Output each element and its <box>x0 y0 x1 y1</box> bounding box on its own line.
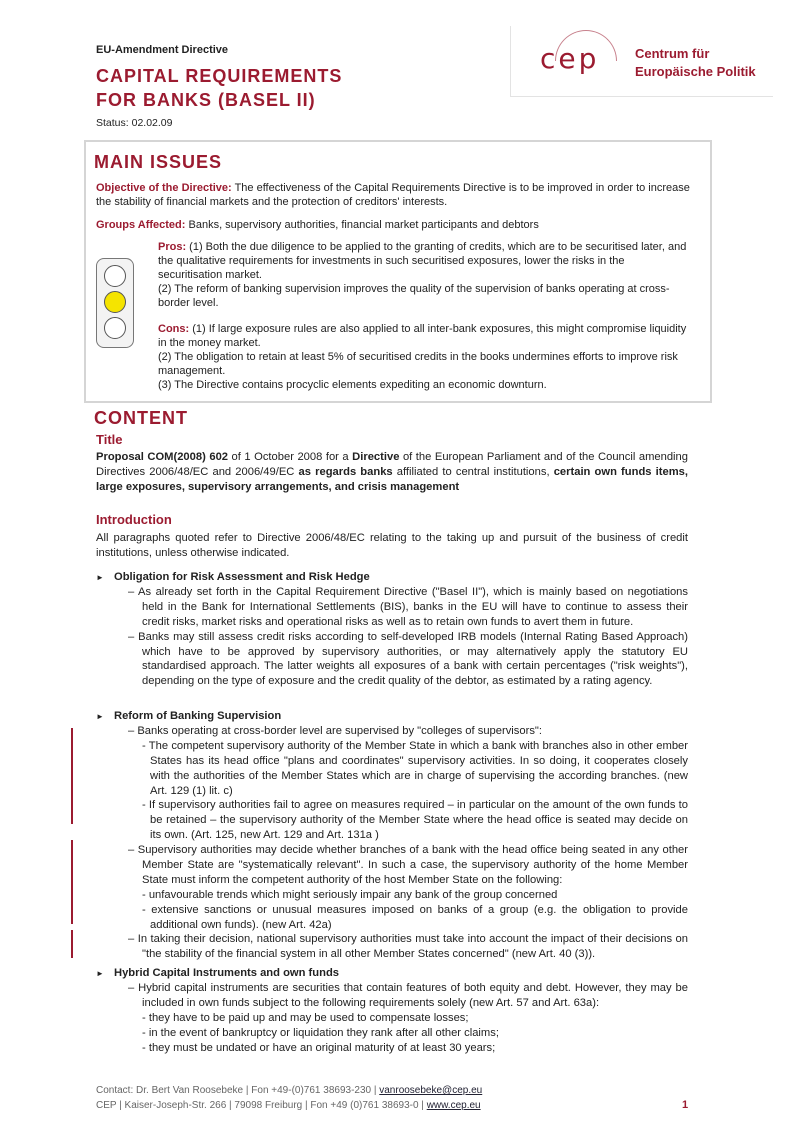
pros-block <box>158 240 690 310</box>
footer-address <box>96 1099 481 1112</box>
title-text-3: affiliated to central institutions, <box>392 465 554 478</box>
section-risk-assessment-title <box>96 570 370 585</box>
objective-label: Objective of the Directive: <box>96 182 232 194</box>
groups-affected-paragraph <box>96 218 696 232</box>
list-item: – Banks may still assess credit risks according to self-developed IRB models (Internal Rating Based Approach) which have to be approved by supervisory authorities, or may alternatively apply the statutory EU standardised approach. The latter weights all exposures of a bank with certain percentages ("risk weights"), depending on the type of exposure and the credit quality of the debtor, as estimated by a rating agency. <box>128 630 688 688</box>
section-title-text: Hybrid Capital Instruments and own funds <box>114 967 340 979</box>
section-title-text: Obligation for Risk Assessment and Risk Hedge <box>114 571 370 583</box>
document-title-line1: CAPITAL REQUIREMENTS <box>96 66 343 86</box>
list-subitem: - The competent supervisory authority of the Member State in which a bank with branches also in other ember States has its head office "plans and coordinates" supervisory activities. In so doing, it cooperates closely with the authorities of the Member States which are in charge of supervising the according branches. (new Art. 129 (1) lit. c) <box>142 739 688 797</box>
list-subitem: - in the event of bankruptcy or liquidation they rank after all other claims; <box>142 1026 499 1039</box>
bullet-arrow-icon: ► <box>96 573 104 582</box>
list-item: – Banks operating at cross-border level are supervised by "colleges of supervisors": <box>128 725 543 737</box>
list-item: – In taking their decision, national supervisory authorities must take into account the impact of their decisions on "the stability of the financial system in all other Member States concerned" (new Art. 40 (3)). <box>128 933 688 961</box>
bullet-arrow-icon: ► <box>96 969 104 978</box>
objective-text: The effectiveness of the Capital Requirements Directive is to be improved in order to increase the stability of financial markets and the protection of creditors' interests. <box>96 182 690 208</box>
proposal-ref: Proposal COM(2008) 602 <box>96 451 229 463</box>
content-heading: CONTENT <box>94 408 188 428</box>
contact-email-link[interactable]: vanroosebeke@cep.eu <box>379 1085 483 1096</box>
logo-text-line1: Centrum für <box>635 46 710 61</box>
cons-item-1: (1) If large exposure rules are also applied to all inter-bank exposures, this might compromise liquidity in the money market. <box>158 323 687 349</box>
website-link[interactable]: www.cep.eu <box>426 1100 481 1111</box>
footer-address-text: CEP | Kaiser-Joseph-Str. 266 | 79098 Freiburg | Fon +49 (0)761 38693-0 | <box>96 1100 427 1111</box>
traffic-light-lamp-bottom <box>104 317 126 339</box>
logo-wordmark: cep <box>540 42 600 75</box>
traffic-light-icon <box>96 258 134 348</box>
cons-label: Cons: <box>158 323 190 335</box>
pros-item-1: (1) Both the due diligence to be applied to the granting of credits, which are to be securitised later, and the qualitative requirements for investments in such securitised exposures, lower the risks in the securitisation market. <box>158 241 687 281</box>
list-item: – As already set forth in the Capital Requirement Directive ("Basel II"), which is mainly based on negotiations held in the Bank for International Settlements (BIS), banks in the EU will have to continue to assess their credit risks, market risks and operational risks as well as to retain own funds to avert them in future. <box>128 586 688 628</box>
title-directive: Directive <box>352 451 400 463</box>
logo-text-line2: Europäische Politik <box>635 64 756 79</box>
groups-text: Banks, supervisory authorities, financial market participants and debtors <box>185 219 539 231</box>
traffic-light-lamp-top <box>104 265 126 287</box>
title-banks: as regards banks <box>298 465 393 478</box>
change-marker-bar <box>71 930 73 958</box>
pros-item-2: (2) The reform of banking supervision improves the quality of the supervision of banks operating at cross-border level. <box>158 283 670 309</box>
status-date: Status: 02.02.09 <box>96 117 173 129</box>
list-subitem: - If supervisory authorities fail to agree on measures required – in particular on the amount of the own funds to be retained – the supervisory authority of the Member State where the head office is seated may decide on its own. (Art. 125, new Art. 129 and Art. 131a ) <box>142 799 688 842</box>
introduction-heading: Introduction <box>96 512 172 527</box>
page-number: 1 <box>682 1099 689 1111</box>
section-banking-supervision-body <box>128 724 688 962</box>
list-subitem: - extensive sanctions or unusual measures imposed on banks of a group (e.g. the obligation to provide additional own funds). (new Art. 42a) <box>142 903 688 931</box>
cons-block <box>158 322 690 392</box>
list-item: – Supervisory authorities may decide whether branches of a bank with the head office being seated in any other Member State are "systematically relevant". In such a case, the supervisory authority of the home Member State must inform the competent authority of the host Member State on the following: <box>128 844 688 886</box>
change-marker-bar <box>71 840 73 924</box>
section-title-text: Reform of Banking Supervision <box>114 710 282 722</box>
cons-item-3: (3) The Directive contains procyclic elements expediting an economic downturn. <box>158 379 547 391</box>
section-hybrid-capital-title <box>96 966 339 981</box>
list-subitem: - they must be undated or have an original maturity of at least 30 years; <box>142 1041 496 1054</box>
main-issues-heading: MAIN ISSUES <box>94 152 223 172</box>
title-topics: certain own funds items, large exposures, supervisory arrangements, and crisis management <box>96 465 688 493</box>
title-subheading: Title <box>96 432 123 447</box>
bullet-arrow-icon: ► <box>96 712 104 721</box>
cons-item-2: (2) The obligation to retain at least 5% of securitised credits in the books undermines efforts to improve risk management. <box>158 351 678 377</box>
change-marker-bar <box>71 728 73 824</box>
section-risk-assessment-body <box>128 585 688 689</box>
pros-label: Pros: <box>158 241 187 253</box>
list-item: – Hybrid capital instruments are securities that contain features of both equity and debt. However, they may be included in own funds subject to the following requirements solely (new Art. 57 and Art. 63a): <box>128 982 688 1009</box>
list-subitem: - they have to be paid up and may be used to compensate losses; <box>142 1011 469 1024</box>
list-subitem: - unfavourable trends which might seriously impair any bank of the group concerned <box>142 888 558 901</box>
traffic-light-lamp-yellow <box>104 291 126 313</box>
document-type-label: EU-Amendment Directive <box>96 44 229 56</box>
footer-contact <box>96 1084 482 1097</box>
section-banking-supervision-title <box>96 709 281 724</box>
introduction-paragraph: All paragraphs quoted refer to Directive 2006/48/EC relating to the taking up and pursuit of the business of credit institutions, unless otherwise indicated. <box>96 532 688 559</box>
groups-label: Groups Affected: <box>96 219 186 231</box>
section-hybrid-capital-body <box>128 981 688 1055</box>
title-text-1: of 1 October 2008 for a <box>228 451 353 463</box>
document-title-line2: FOR BANKS (BASEL II) <box>96 90 316 110</box>
title-text-2: of the European Parliament and of the Council amending Directives 2006/48/EC and 2006/49/EC <box>96 451 688 478</box>
title-paragraph <box>96 450 688 495</box>
footer-contact-text: Contact: Dr. Bert Van Roosebeke | Fon +49-(0)761 38693-230 | <box>96 1085 380 1096</box>
objective-paragraph <box>96 181 696 209</box>
